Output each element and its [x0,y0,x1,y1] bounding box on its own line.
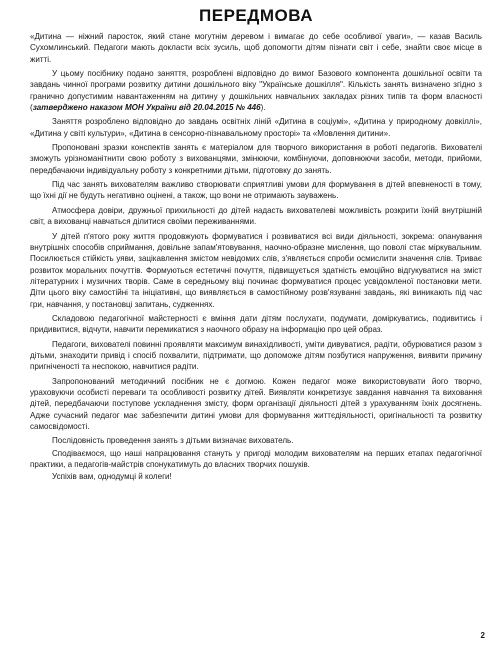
paragraph-1: «Дитина — ніжний паросток, який стане могутнім деревом і вимагає до себе особливої уваги», — казав Василь Сухомлинський. Педагоги мають докласти всіх зусиль, щоб допомогти дітям пізнати світ і себе, знайти своє місце в житті. [30,32,482,64]
page-title: ПЕРЕДМОВА [199,6,313,25]
paragraph-12: Сподіваємося, що наші напрацювання стануть у пригоді молодим вихователям на перших етапах педагогічної практики, а педагогів-майстрів спонукатимуть до власних творчих пошуків. [30,448,482,470]
paragraph-7: У дітей п'ятого року життя продовжують формуватися і розвиватися всі види діяльності, зокрема: опанування внутрішніх способів сприймання, довільне запам'ятовування, наочно-образне мислення, що поволі стає міркувальним. Посилюється стійкість уяви, зацікавлення змістом невідомих слів, з'являється спроби осмислити значення слів. Триває розвиток моральних почуттів. Формуються естетичні почуття, підвищується здатність емоційно відгукуватися на зміст літературних і музичних творів. Саме в середньому віці починає формуватися процес усвідомленої постановки мети. Діти цього віку самостійні та ініціативні, що виявляється в самостійному розв'язуванні завдань, які виникають під час гри, навчання, у постановці запитань, судженнях. [30,231,482,309]
paragraph-13: Успіхів вам, однодумці й колеги! [52,472,172,482]
paragraph-9: Педагоги, вихователі повинні проявляти максимум винахідливості, уміти дивуватися, радіти, обурюватися разом з дітьми, знаходити привід і спосіб похвалити, підтримати, що допоможе дітям позбутися напруження, виявити причину пригніченості та неспокою, навчитися радіти. [30,339,482,372]
document-page [30,0,482,486]
paragraph-2-text: У цьому посібнику подано заняття, розроблені відповідно до вимог Базового компонента дошкільної освіти та завдань чинної програми розвитку дитини дошкільного віку "Українське дошкілля". Кількість занять визначено згідно з гранично допустимим навантаженням на дитину у дошкільних навчальних закладах різних типів та форм власності ( [30,69,482,113]
decree-reference: затверджено наказом МОН України від 20.04.2015 № 446 [32,103,261,113]
paragraph-11: Послідовність проведення занять з дітьми визначає вихователь. [52,436,294,446]
paragraph-10: Запропонований методичний посібник не є догмою. Кожен педагог може використовувати його творчо, ураховуючи особисті переваги та особливості розвитку дітей. Виявляти конкретизує завдання навчання та виховання дітей, передбачаючи поступове ускладнення змісту, форм організації діяльності дітей з урахуванням їхніх досягнень. Адже сучасний педагог має забезпечити дитині умови для формування життєдіяльності, оригінальності та розвитку самосвідомості. [30,376,482,431]
paragraph-2 [30,68,482,113]
page-number: 2 [480,631,485,640]
paragraph-5: Під час занять вихователям важливо створювати сприятливі умови для формування в дітей впевненості в тому, що їхні дії не будуть негативно оцінені, а також, що вони не отримають зауважень. [30,180,482,201]
paragraph-8: Складовою педагогічної майстерності є вміння дати дітям послухати, подумати, доміркуватись, подивитись і придивитися, відчути, навчити перемикатися з наочного образу на інформацію про цей образ. [30,313,482,335]
paragraph-4: Пропоновані зразки конспектів занять є матеріалом для творчого використання в роботі педагогів. Вихователі зможуть урізноманітнити свою роботу з вихованцями, змінюючи, комбінуючи, доповнюючи засоби, методи, прийоми, передбачаючи індивідуальну роботу з конкретними дітьми, підготовку до занять. [30,143,482,175]
paragraph-3: Заняття розроблено відповідно до завдань освітніх ліній «Дитина в соціумі», «Дитина у природному довкіллі», «Дитина у світі культури», «Дитина в сенсорно-пізнавальному просторі» та «Мовлення дитини». [30,117,482,138]
paragraph-6: Атмосфера довіри, дружньої прихильності до дітей надасть вихователеві можливість розкрити їхній внутрішній світ, а вихованці навчаться ділитися своїми переживаннями. [30,205,482,227]
decree-close: ). [260,103,266,113]
